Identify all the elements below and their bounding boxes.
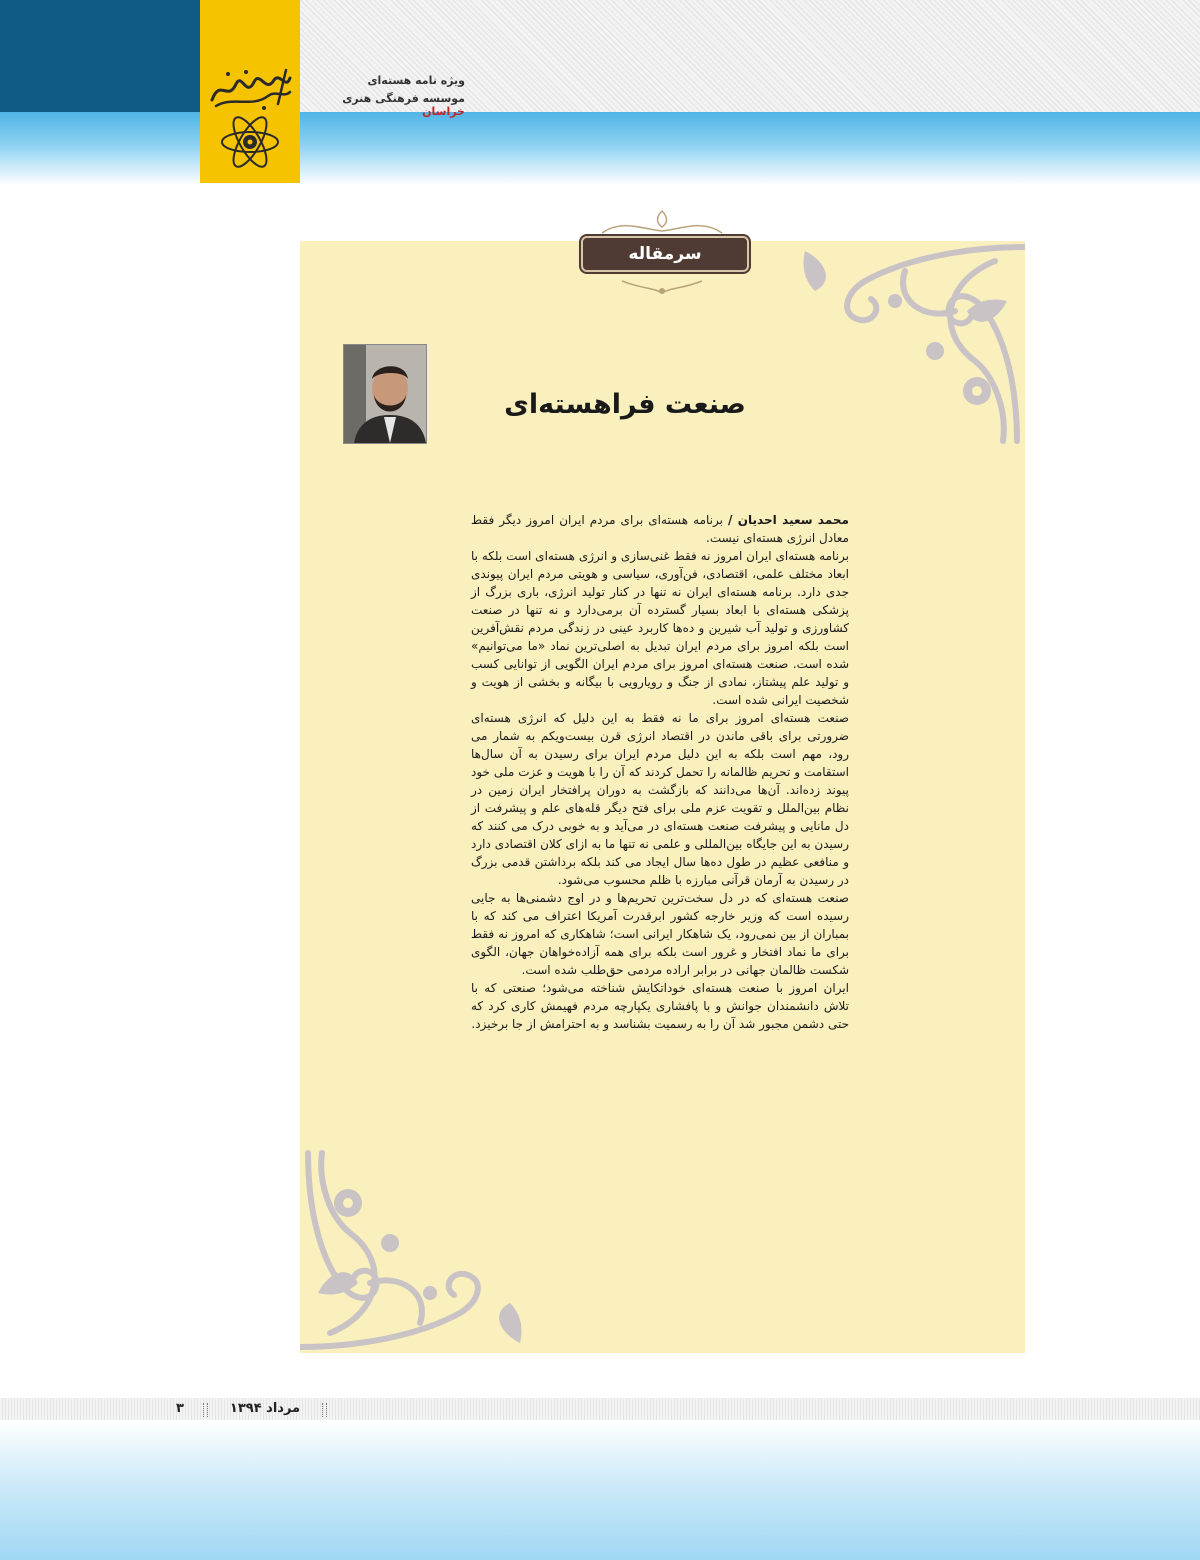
article-body	[471, 511, 849, 1033]
article-paragraph: برنامه هسته‌ای ایران امروز نه فقط غنی‌سازی و انرژی هسته‌ای است بلکه با ابعاد مختلف علمی، اقتصادی، فن‌آوری، سیاسی و هویتی مردم ایران پیوندی جدی دارد. برنامه هسته‌ای ایران نه تنها در کنار تولید انرژی، باری بزرگ از پزشکی هسته‌ای با ابعاد بسیار گسترده آن برمی‌دارد و نه تنها در صنعت کشاورزی و تولید آب شیرین و ده‌ها کاربرد عینی در زندگی مردم نقش‌آفرین است بلکه امروز برای مردم ایران تبدیل به اصلی‌ترین نماد «ما می‌توانیم» شده است. صنعت هسته‌ای امروز برای مردم ایران الگویی از توانایی کسب و تولید علم پیشتاز، نمادی از جنگ و رویارویی با بیگانه و بخشی از هویت و شخصیت ایرانی شده است.	[471, 549, 849, 707]
article-paragraph	[471, 511, 849, 547]
footer-divider	[203, 1403, 208, 1417]
publisher-name	[305, 92, 465, 118]
issue-date: مرداد ۱۳۹۴	[229, 1401, 301, 1416]
header-dark-block	[0, 0, 200, 112]
header-gradient	[0, 112, 1200, 185]
publisher-accent: خراسان	[422, 105, 465, 118]
section-badge	[581, 236, 749, 272]
section-label: سرمقاله	[628, 244, 702, 264]
page-number: ۳	[176, 1401, 184, 1416]
header-band	[0, 0, 1200, 185]
paragraph-text: برنامه هسته‌ای برای مردم ایران امروز دیگر فقط معادل انرژی هسته‌ای نیست.	[471, 513, 849, 545]
article-paragraph: صنعت هسته‌ای که در دل سخت‌ترین تحریم‌ها و در اوج دشمنی‌ها به جایی رسیده است که وزیر خارجه کشور ابرقدرت آمریکا اعتراف می کند که با بمباران از بین نمی‌رود، یک شاهکار ایرانی است؛ شاهکاری که امروز نه فقط برای ما نماد افتخار و غرور است بلکه برای همه آزاده‌خواهان جهان، الگوی شکست ظالمان جهانی در برابر اراده مردمی حق‌طلب شده است.	[471, 891, 849, 977]
script-logo-icon	[206, 64, 294, 114]
editorial-panel	[300, 241, 1025, 1353]
article-paragraph: ایران امروز با صنعت هسته‌ای خوداتکایش شناخته می‌شود؛ صنعتی که با تلاش دانشمندان جوانش و با پافشاری یکپارچه مردم فهیمش کاری کرد که حتی دشمن مجبور شد آن را به رسمیت بشناسد و به احترامش از جا برخیزد.	[471, 981, 849, 1031]
atom-icon	[218, 110, 282, 174]
corner-ornament-icon	[300, 1143, 580, 1353]
footer-gradient	[0, 1420, 1200, 1560]
publication-title: ویژه نامه هسته‌ای	[367, 74, 465, 87]
article-paragraph: صنعت هسته‌ای امروز برای ما نه فقط به این دلیل که انرژی هسته‌ای ضرورتی برای باقی ماندن در اقتصاد انرژی قرن بیست‌ویکم به شمار می رود، مهم است بلکه به این دلیل مردم ایران برای رسیدن به آن سال‌ها استقامت و تحریم ظالمانه را تحمل کردند که آن را با هویت و عزت ملی خود پیوند زده‌اند. آن‌ها می‌دانند که بازگشت به دوران پرافتخار ایران زمین در نظام بین‌الملل و تقویت عزم ملی برای فتح دیگر قله‌های علم و پیشرفت از دل مانایی و پیشرفت صنعت هسته‌ای در می‌آید و به خوبی درک می کنند که رسیدن به این جایگاه بین‌المللی و علمی نه تنها ما به ازای کلان اقتصادی دارد و منافعی عظیم در طول ده‌ها سال ایجاد می کند بلکه برداشتن قدمی بزرگ در رسیدن به آرمان قرآنی مبارزه با ظلم محسوب می‌شود.	[471, 711, 849, 887]
footer-divider	[322, 1403, 327, 1417]
publication-logo	[200, 0, 300, 183]
author-portrait-icon	[344, 345, 426, 443]
author-name: محمد سعید احدیان /	[728, 513, 849, 527]
publisher-prefix: موسسه فرهنگی هنری	[342, 92, 465, 105]
article-title: صنعت فراهسته‌ای	[504, 389, 746, 420]
author-photo	[343, 344, 427, 444]
